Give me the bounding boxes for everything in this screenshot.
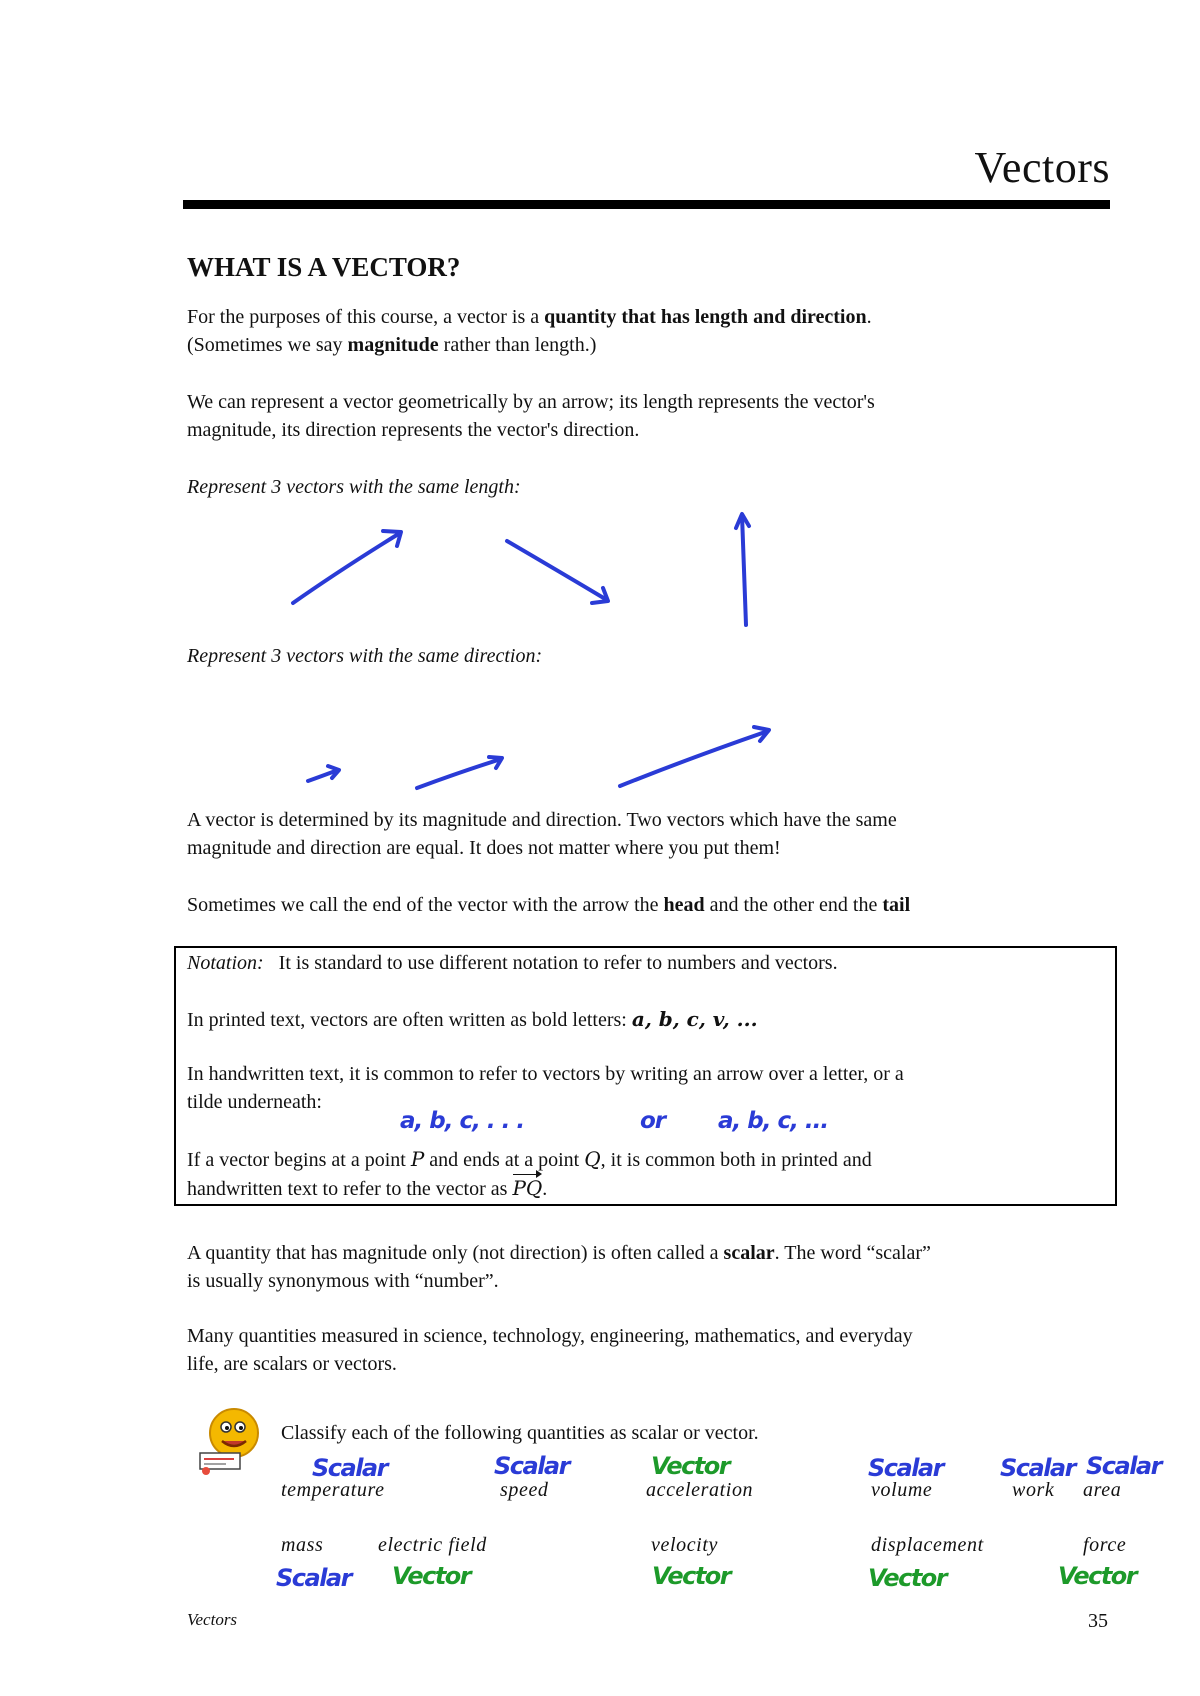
quantity-electric-field: electric field <box>378 1534 487 1556</box>
pq-text: and ends at a point <box>424 1149 585 1171</box>
scalar-paragraph <box>187 1240 1107 1295</box>
head-tail-paragraph <box>187 892 1107 920</box>
vector-arrow-short <box>308 766 339 781</box>
quantity-displacement: displacement <box>871 1534 984 1556</box>
quantity-velocity: velocity <box>651 1534 718 1556</box>
answer-electric-field: Vector <box>392 1562 471 1590</box>
intro-text-end: . <box>866 306 872 328</box>
answer-force: Vector <box>1058 1562 1137 1590</box>
bold-vector-letters: a, b, c, v, ... <box>631 1007 758 1031</box>
tail-term: tail <box>882 894 911 916</box>
vector-arrow-medium <box>417 757 502 788</box>
footer-chapter: Vectors <box>187 1610 238 1629</box>
chapter-title: Vectors <box>974 143 1110 192</box>
exercise-instruction: Classify each of the following quantities as scalar or vector. <box>281 1422 759 1444</box>
notation-intro <box>187 950 1107 978</box>
vector-arrow-up-right <box>293 531 401 603</box>
equality-text: magnitude and direction are equal. It does not matter where you put them! <box>187 836 781 859</box>
pq-text: If a vector begins at a point <box>187 1149 411 1171</box>
quantity-speed: speed <box>500 1479 549 1501</box>
notation-handwritten-text: In handwritten text, it is common to refer to vectors by writing an arrow over a letter, or a <box>187 1063 904 1085</box>
quantities-text: life, are scalars or vectors. <box>187 1352 397 1375</box>
prompt-same-direction: Represent 3 vectors with the same direction: <box>187 645 543 667</box>
intro-text: magnitude, its direction represents the vector's direction. <box>187 418 640 441</box>
handwritten-arrow-notation: a, b, c, . . . <box>400 1108 525 1134</box>
pq-vector-symbol: PQ <box>512 1175 542 1203</box>
handwritten-tilde-notation: a, b, c, ... <box>718 1108 829 1134</box>
quantity-work: work <box>1012 1479 1055 1501</box>
vector-arrow-down-right <box>507 541 608 603</box>
scalar-text: . The word “scalar” <box>774 1242 931 1264</box>
quantity-area: area <box>1083 1479 1122 1501</box>
notation-printed-text: In printed text, vectors are often written as bold letters: <box>187 1009 632 1031</box>
point-p: P <box>410 1147 425 1171</box>
quantity-volume: volume <box>871 1479 933 1501</box>
smiley-teacher-icon <box>196 1405 262 1477</box>
head-tail-text: and the other end the <box>704 894 883 916</box>
quantity-mass: mass <box>281 1534 324 1556</box>
answer-work: Scalar <box>1000 1454 1075 1482</box>
equality-paragraph <box>187 807 1107 862</box>
head-term: head <box>663 894 705 916</box>
notation-pq <box>187 1146 1107 1203</box>
prompt-same-length: Represent 3 vectors with the same length: <box>187 476 521 498</box>
quantities-text: Many quantities measured in science, technology, engineering, mathematics, and everyday <box>187 1325 913 1347</box>
pq-text: handwritten text to refer to the vector as <box>187 1177 513 1200</box>
intro-text: (Sometimes we say <box>187 333 348 356</box>
notation-label: Notation: <box>187 952 264 974</box>
notation-printed <box>187 1006 1107 1035</box>
section-heading: WHAT IS A VECTOR? <box>187 252 461 282</box>
answer-volume: Scalar <box>868 1454 943 1482</box>
scalar-text: A quantity that has magnitude only (not direction) is often called a <box>187 1242 724 1264</box>
answer-acceleration: Vector <box>651 1452 730 1480</box>
pq-text: , it is common both in printed and <box>600 1149 872 1171</box>
page-number: 35 <box>1088 1610 1108 1632</box>
vector-arrow-long <box>620 727 769 786</box>
pq-text-end: . <box>542 1177 548 1200</box>
magnitude-term: magnitude <box>347 333 439 356</box>
scalar-term: scalar <box>723 1242 775 1264</box>
quantity-temperature: temperature <box>281 1479 385 1501</box>
point-q: Q <box>584 1147 601 1171</box>
intro-text-end: rather than length.) <box>438 333 597 356</box>
answer-area: Scalar <box>1086 1452 1161 1480</box>
quantities-paragraph <box>187 1323 1107 1378</box>
vector-arrow-up <box>736 514 749 625</box>
quantity-acceleration: acceleration <box>646 1479 754 1501</box>
answer-speed: Scalar <box>494 1452 569 1480</box>
notation-intro-text: It is standard to use different notation to refer to numbers and vectors. <box>278 952 838 974</box>
intro-emphasis: quantity that has length and direction <box>544 306 867 328</box>
scalar-text: is usually synonymous with “number”. <box>187 1269 499 1292</box>
notation-handwritten-text: tilde underneath: <box>187 1090 322 1113</box>
answer-displacement: Vector <box>868 1564 947 1592</box>
answer-temperature: Scalar <box>312 1454 387 1482</box>
intro-text: We can represent a vector geometrically by an arrow; its length represents the vector's <box>187 391 875 413</box>
handwritten-or: or <box>640 1108 666 1134</box>
answer-mass: Scalar <box>276 1564 351 1592</box>
quantity-force: force <box>1083 1534 1127 1556</box>
head-tail-text: Sometimes we call the end of the vector with the arrow the <box>187 894 664 916</box>
answer-velocity: Vector <box>652 1562 731 1590</box>
intro-text: For the purposes of this course, a vector is a <box>187 306 545 328</box>
equality-text: A vector is determined by its magnitude and direction. Two vectors which have the same <box>187 809 897 831</box>
